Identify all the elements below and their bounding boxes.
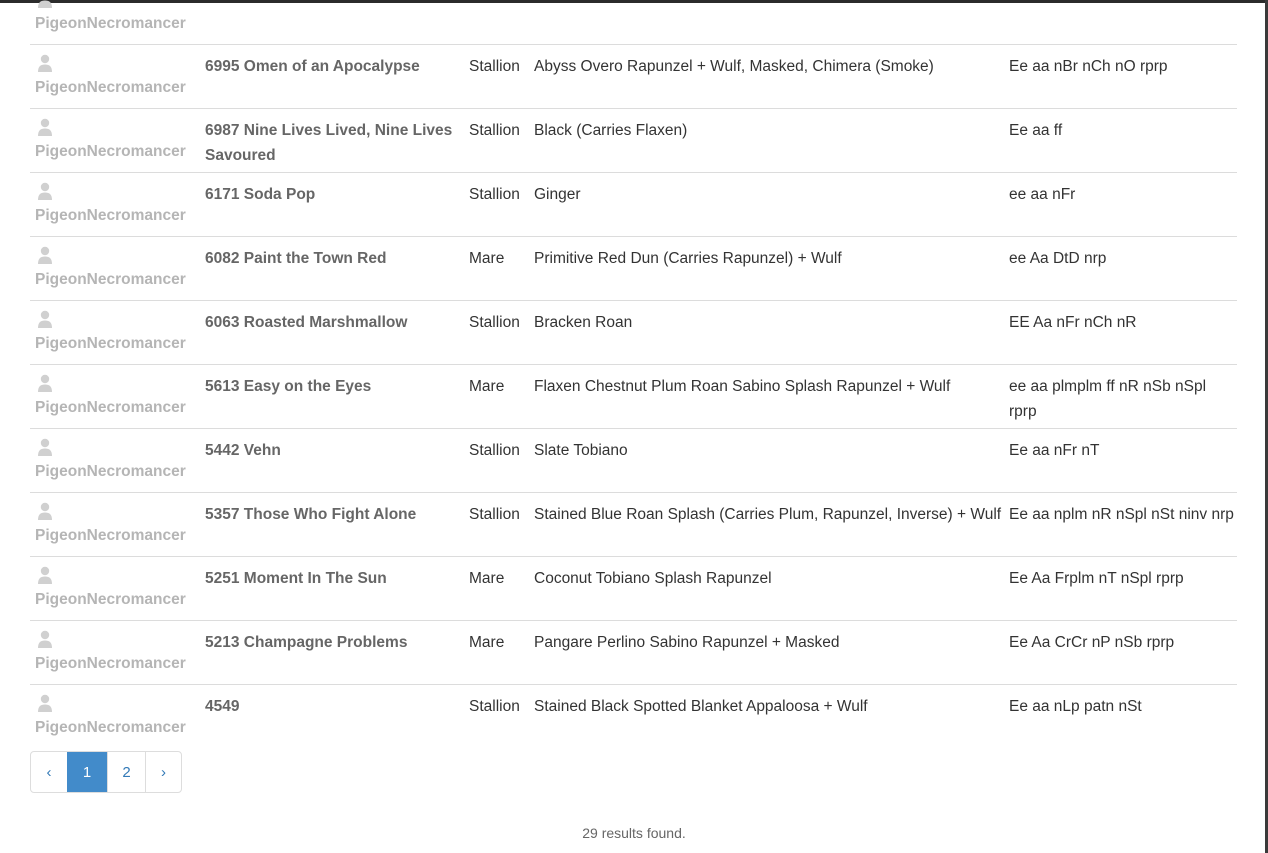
horse-genotype: Ee Aa Frplm nT nSpl rprp xyxy=(1009,570,1184,587)
horse-name-link[interactable]: 5442 Vehn xyxy=(205,442,281,459)
table-row xyxy=(30,236,1237,300)
horse-color: Ginger xyxy=(534,186,581,203)
user-icon xyxy=(37,0,53,8)
horse-color: Abyss Overo Rapunzel + Wulf, Masked, Chimera (Smoke) xyxy=(534,58,934,75)
horse-sex: Stallion xyxy=(469,698,520,715)
owner-link[interactable]: PigeonNecromancer xyxy=(35,79,186,96)
horse-color: Stained Blue Roan Splash (Carries Plum, Rapunzel, Inverse) + Wulf xyxy=(534,506,1002,523)
horse-sex: Stallion xyxy=(469,58,520,75)
owner-link[interactable]: PigeonNecromancer xyxy=(35,335,186,352)
horse-genotype: ee aa nFr xyxy=(1009,186,1076,203)
horse-color: Slate Tobiano xyxy=(534,442,628,459)
table-row xyxy=(30,108,1237,172)
horse-name-link[interactable]: 5251 Moment In The Sun xyxy=(205,570,387,587)
horse-genotype: EE Aa nFr nCh nR xyxy=(1009,314,1137,331)
horse-color: Coconut Tobiano Splash Rapunzel xyxy=(534,570,772,587)
owner-link[interactable]: PigeonNecromancer xyxy=(35,463,186,480)
horse-sex: Stallion xyxy=(469,122,520,139)
owner-cell[interactable] xyxy=(35,118,200,162)
table-row xyxy=(30,556,1237,620)
horse-genotype: Ee aa nBr nCh nO rprp xyxy=(1009,58,1168,75)
owner-link[interactable]: PigeonNecromancer xyxy=(35,655,186,672)
owner-link[interactable]: PigeonNecromancer xyxy=(35,143,186,160)
horse-genotype: Ee Aa CrCr nP nSb rprp xyxy=(1009,634,1175,651)
results-count: 29 results found. xyxy=(582,825,686,841)
horse-name-link[interactable]: 5357 Those Who Fight Alone xyxy=(205,506,417,523)
horse-name-link[interactable]: 6987 Nine Lives Lived, Nine Lives Savoured xyxy=(205,122,453,164)
page-2-button[interactable]: 2 xyxy=(107,752,145,792)
table-row xyxy=(30,620,1237,684)
table-row xyxy=(30,44,1237,108)
owner-cell[interactable] xyxy=(35,630,200,674)
horse-sex: Mare xyxy=(469,250,505,267)
horse-name-link[interactable]: 5613 Easy on the Eyes xyxy=(205,378,372,395)
table-row xyxy=(30,428,1237,492)
horse-color: Flaxen Chestnut Plum Roan Sabino Splash Rapunzel + Wulf xyxy=(534,378,951,395)
horse-name-link[interactable]: 6063 Roasted Marshmallow xyxy=(205,314,408,331)
next-page-button[interactable]: › xyxy=(145,752,181,792)
owner-link[interactable]: PigeonNecromancer xyxy=(35,527,186,544)
table-row xyxy=(30,300,1237,364)
owner-link[interactable]: PigeonNecromancer xyxy=(35,15,186,32)
owner-cell[interactable] xyxy=(35,502,200,546)
horse-name-link[interactable]: 6995 Omen of an Apocalypse xyxy=(205,58,420,75)
owner-cell[interactable] xyxy=(35,246,200,290)
horse-name-link[interactable]: 6171 Soda Pop xyxy=(205,186,316,203)
table-row xyxy=(30,0,1237,44)
horse-color: Bracken Roan xyxy=(534,314,633,331)
owner-cell[interactable] xyxy=(35,0,200,34)
horse-name-link[interactable]: 4549 xyxy=(205,698,240,715)
user-icon xyxy=(37,310,53,328)
owner-cell[interactable] xyxy=(35,566,200,610)
user-icon xyxy=(37,374,53,392)
owner-cell[interactable] xyxy=(35,694,200,738)
table-row xyxy=(30,492,1237,556)
horse-sex: Stallion xyxy=(469,442,520,459)
horse-sex: Mare xyxy=(469,634,505,651)
horse-sex: Stallion xyxy=(469,506,520,523)
horse-sex: Stallion xyxy=(469,314,520,331)
horse-genotype: Ee aa nFr nT xyxy=(1009,442,1100,459)
user-icon xyxy=(37,566,53,584)
horse-genotype: ee aa plmplm ff nR nSb nSpl rprp xyxy=(1009,378,1207,420)
user-icon xyxy=(37,118,53,136)
owner-link[interactable]: PigeonNecromancer xyxy=(35,399,186,416)
horse-genotype: Ee aa ff xyxy=(1009,122,1063,139)
user-icon xyxy=(37,630,53,648)
owner-cell[interactable] xyxy=(35,310,200,354)
horse-color: Pangare Perlino Sabino Rapunzel + Masked xyxy=(534,634,840,651)
horse-sex: Mare xyxy=(469,378,505,395)
horse-name-link[interactable]: 5213 Champagne Problems xyxy=(205,634,408,651)
prev-page-button[interactable]: ‹ xyxy=(46,763,52,781)
table-row xyxy=(30,364,1237,428)
table-row xyxy=(30,172,1237,236)
owner-link[interactable]: PigeonNecromancer xyxy=(35,207,186,224)
table-row xyxy=(30,684,1237,748)
owner-link[interactable]: PigeonNecromancer xyxy=(35,719,186,736)
horse-table xyxy=(30,0,1237,748)
owner-link[interactable]: PigeonNecromancer xyxy=(35,271,186,288)
owner-cell[interactable] xyxy=(35,438,200,482)
user-icon xyxy=(37,246,53,264)
owner-link[interactable]: PigeonNecromancer xyxy=(35,591,186,608)
owner-cell[interactable] xyxy=(35,182,200,226)
horse-name-link[interactable]: 6082 Paint the Town Red xyxy=(205,250,387,267)
horse-color: Primitive Red Dun (Carries Rapunzel) + Wulf xyxy=(534,250,842,267)
horse-color: Stained Black Spotted Blanket Appaloosa + Wulf xyxy=(534,698,868,715)
owner-cell[interactable] xyxy=(35,374,200,418)
page-1-button[interactable]: 1 xyxy=(67,752,107,792)
horse-genotype: Ee aa nLp patn nSt xyxy=(1009,698,1142,715)
user-icon xyxy=(37,502,53,520)
user-icon xyxy=(37,438,53,456)
user-icon xyxy=(37,54,53,72)
horse-sex: Mare xyxy=(469,570,505,587)
pagination xyxy=(30,751,182,793)
horse-sex: Stallion xyxy=(469,186,520,203)
horse-genotype: Ee aa nplm nR nSpl nSt ninv nrp xyxy=(1009,506,1234,523)
owner-cell[interactable] xyxy=(35,54,200,98)
horse-color: Black (Carries Flaxen) xyxy=(534,122,688,139)
user-icon xyxy=(37,182,53,200)
horse-genotype: ee Aa DtD nrp xyxy=(1009,250,1107,267)
user-icon xyxy=(37,694,53,712)
